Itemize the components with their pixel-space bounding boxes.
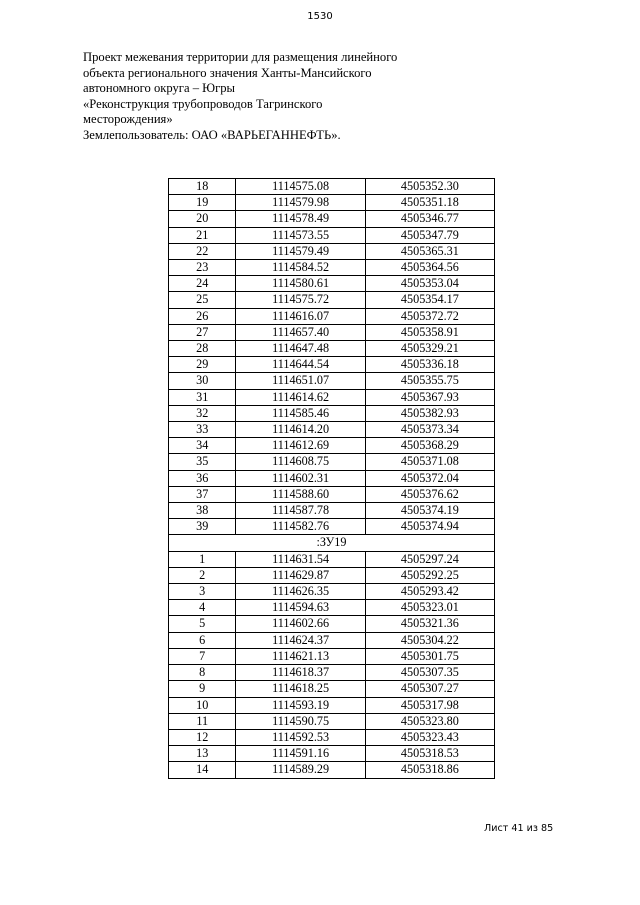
y-coordinate-cell: 4505382.93	[365, 405, 494, 421]
table-row	[169, 292, 495, 308]
table-row	[169, 454, 495, 470]
table-row	[169, 179, 495, 195]
x-coordinate-cell: 1114616.07	[236, 308, 365, 324]
header-line: месторождения»	[83, 112, 173, 126]
x-coordinate-cell: 1114590.75	[236, 713, 365, 729]
point-number-cell: 13	[169, 746, 236, 762]
table-row	[169, 713, 495, 729]
table-row	[169, 260, 495, 276]
x-coordinate-cell: 1114579.98	[236, 195, 365, 211]
table-row	[169, 276, 495, 292]
x-coordinate-cell: 1114594.63	[236, 600, 365, 616]
point-number-cell: 37	[169, 486, 236, 502]
point-number-cell: 22	[169, 243, 236, 259]
table-row	[169, 681, 495, 697]
y-coordinate-cell: 4505329.21	[365, 341, 494, 357]
point-number-cell: 20	[169, 211, 236, 227]
y-coordinate-cell: 4505301.75	[365, 648, 494, 664]
point-number-cell: 30	[169, 373, 236, 389]
y-coordinate-cell: 4505297.24	[365, 551, 494, 567]
header-line: «Реконструкция трубопроводов Тагринского	[83, 96, 323, 111]
table-row	[169, 227, 495, 243]
table-row	[169, 600, 495, 616]
y-coordinate-cell: 4505374.19	[365, 503, 494, 519]
table-row	[169, 211, 495, 227]
point-number-cell: 28	[169, 341, 236, 357]
table-row	[169, 373, 495, 389]
y-coordinate-cell: 4505293.42	[365, 584, 494, 600]
x-coordinate-cell: 1114593.19	[236, 697, 365, 713]
y-coordinate-cell: 4505347.79	[365, 227, 494, 243]
point-number-cell: 25	[169, 292, 236, 308]
point-number-cell: 36	[169, 470, 236, 486]
y-coordinate-cell: 4505354.17	[365, 292, 494, 308]
x-coordinate-cell: 1114591.16	[236, 746, 365, 762]
landowner-line	[83, 128, 413, 144]
table-row	[169, 422, 495, 438]
point-number-cell: 39	[169, 519, 236, 535]
point-number-cell: 14	[169, 762, 236, 778]
x-coordinate-cell: 1114626.35	[236, 584, 365, 600]
x-coordinate-cell: 1114631.54	[236, 551, 365, 567]
x-coordinate-cell: 1114618.37	[236, 665, 365, 681]
point-number-cell: 8	[169, 665, 236, 681]
document-header	[83, 50, 413, 143]
point-number-cell: 19	[169, 195, 236, 211]
y-coordinate-cell: 4505346.77	[365, 211, 494, 227]
point-number-cell: 10	[169, 697, 236, 713]
landowner-label: Землепользователь:	[83, 127, 189, 142]
y-coordinate-cell: 4505355.75	[365, 373, 494, 389]
y-coordinate-cell: 4505318.53	[365, 746, 494, 762]
x-coordinate-cell: 1114651.07	[236, 373, 365, 389]
page-number: 1530	[307, 11, 333, 22]
landowner-value: ОАО «ВАРЬЕГАННЕФТЬ».	[188, 127, 341, 142]
y-coordinate-cell: 4505358.91	[365, 324, 494, 340]
point-number-cell: 33	[169, 422, 236, 438]
y-coordinate-cell: 4505352.30	[365, 179, 494, 195]
x-coordinate-cell: 1114579.49	[236, 243, 365, 259]
y-coordinate-cell: 4505351.18	[365, 195, 494, 211]
point-number-cell: 21	[169, 227, 236, 243]
point-number-cell: 5	[169, 616, 236, 632]
point-number-cell: 4	[169, 600, 236, 616]
y-coordinate-cell: 4505373.34	[365, 422, 494, 438]
header-line: объекта регионального значения Ханты-Мансийского	[83, 65, 372, 80]
table-row	[169, 503, 495, 519]
header-line: Проект межевания территории для размещения линейного	[83, 50, 398, 64]
y-coordinate-cell: 4505368.29	[365, 438, 494, 454]
y-coordinate-cell: 4505317.98	[365, 697, 494, 713]
y-coordinate-cell: 4505323.01	[365, 600, 494, 616]
y-coordinate-cell: 4505304.22	[365, 632, 494, 648]
y-coordinate-cell: 4505364.56	[365, 260, 494, 276]
point-number-cell: 12	[169, 729, 236, 745]
point-number-cell: 24	[169, 276, 236, 292]
x-coordinate-cell: 1114629.87	[236, 567, 365, 583]
x-coordinate-cell: 1114618.25	[236, 681, 365, 697]
table-row	[169, 551, 495, 567]
y-coordinate-cell: 4505376.62	[365, 486, 494, 502]
table-row	[169, 632, 495, 648]
table-row	[169, 584, 495, 600]
y-coordinate-cell: 4505292.25	[365, 567, 494, 583]
x-coordinate-cell: 1114587.78	[236, 503, 365, 519]
table-row	[169, 616, 495, 632]
table-row	[169, 486, 495, 502]
table-row	[169, 470, 495, 486]
x-coordinate-cell: 1114584.52	[236, 260, 365, 276]
coordinates-table	[168, 178, 495, 779]
x-coordinate-cell: 1114621.13	[236, 648, 365, 664]
x-coordinate-cell: 1114647.48	[236, 341, 365, 357]
x-coordinate-cell: 1114575.08	[236, 179, 365, 195]
table-row	[169, 648, 495, 664]
x-coordinate-cell: 1114582.76	[236, 519, 365, 535]
sheet-counter: Лист 41 из 85	[484, 823, 554, 834]
y-coordinate-cell: 4505365.31	[365, 243, 494, 259]
x-coordinate-cell: 1114657.40	[236, 324, 365, 340]
table-row	[169, 357, 495, 373]
y-coordinate-cell: 4505321.36	[365, 616, 494, 632]
y-coordinate-cell: 4505323.80	[365, 713, 494, 729]
x-coordinate-cell: 1114614.20	[236, 422, 365, 438]
point-number-cell: 2	[169, 567, 236, 583]
x-coordinate-cell: 1114578.49	[236, 211, 365, 227]
point-number-cell: 6	[169, 632, 236, 648]
point-number-cell: 34	[169, 438, 236, 454]
x-coordinate-cell: 1114575.72	[236, 292, 365, 308]
point-number-cell: 26	[169, 308, 236, 324]
table-row	[169, 341, 495, 357]
point-number-cell: 18	[169, 179, 236, 195]
table-row	[169, 665, 495, 681]
x-coordinate-cell: 1114602.31	[236, 470, 365, 486]
x-coordinate-cell: 1114624.37	[236, 632, 365, 648]
point-number-cell: 1	[169, 551, 236, 567]
y-coordinate-cell: 4505323.43	[365, 729, 494, 745]
table-row	[169, 746, 495, 762]
point-number-cell: 32	[169, 405, 236, 421]
y-coordinate-cell: 4505371.08	[365, 454, 494, 470]
header-line: автономного округа – Югры	[83, 81, 236, 95]
point-number-cell: 27	[169, 324, 236, 340]
y-coordinate-cell: 4505307.35	[365, 665, 494, 681]
point-number-cell: 7	[169, 648, 236, 664]
point-number-cell: 29	[169, 357, 236, 373]
y-coordinate-cell: 4505318.86	[365, 762, 494, 778]
table-row	[169, 243, 495, 259]
section-label: :ЗУ19	[169, 535, 495, 551]
y-coordinate-cell: 4505372.72	[365, 308, 494, 324]
section-row	[169, 535, 495, 551]
point-number-cell: 23	[169, 260, 236, 276]
x-coordinate-cell: 1114573.55	[236, 227, 365, 243]
y-coordinate-cell: 4505367.93	[365, 389, 494, 405]
table-row	[169, 729, 495, 745]
x-coordinate-cell: 1114585.46	[236, 405, 365, 421]
y-coordinate-cell: 4505353.04	[365, 276, 494, 292]
table-row	[169, 324, 495, 340]
table-row	[169, 195, 495, 211]
table-row	[169, 405, 495, 421]
coordinates-table-body	[169, 179, 495, 779]
x-coordinate-cell: 1114644.54	[236, 357, 365, 373]
table-row	[169, 438, 495, 454]
x-coordinate-cell: 1114614.62	[236, 389, 365, 405]
x-coordinate-cell: 1114612.69	[236, 438, 365, 454]
y-coordinate-cell: 4505374.94	[365, 519, 494, 535]
point-number-cell: 31	[169, 389, 236, 405]
table-row	[169, 519, 495, 535]
table-row	[169, 308, 495, 324]
point-number-cell: 11	[169, 713, 236, 729]
point-number-cell: 3	[169, 584, 236, 600]
table-row	[169, 567, 495, 583]
y-coordinate-cell: 4505372.04	[365, 470, 494, 486]
x-coordinate-cell: 1114588.60	[236, 486, 365, 502]
x-coordinate-cell: 1114580.61	[236, 276, 365, 292]
x-coordinate-cell: 1114608.75	[236, 454, 365, 470]
y-coordinate-cell: 4505336.18	[365, 357, 494, 373]
point-number-cell: 9	[169, 681, 236, 697]
table-row	[169, 762, 495, 778]
x-coordinate-cell: 1114602.66	[236, 616, 365, 632]
x-coordinate-cell: 1114589.29	[236, 762, 365, 778]
point-number-cell: 38	[169, 503, 236, 519]
point-number-cell: 35	[169, 454, 236, 470]
table-row	[169, 389, 495, 405]
x-coordinate-cell: 1114592.53	[236, 729, 365, 745]
table-row	[169, 697, 495, 713]
y-coordinate-cell: 4505307.27	[365, 681, 494, 697]
